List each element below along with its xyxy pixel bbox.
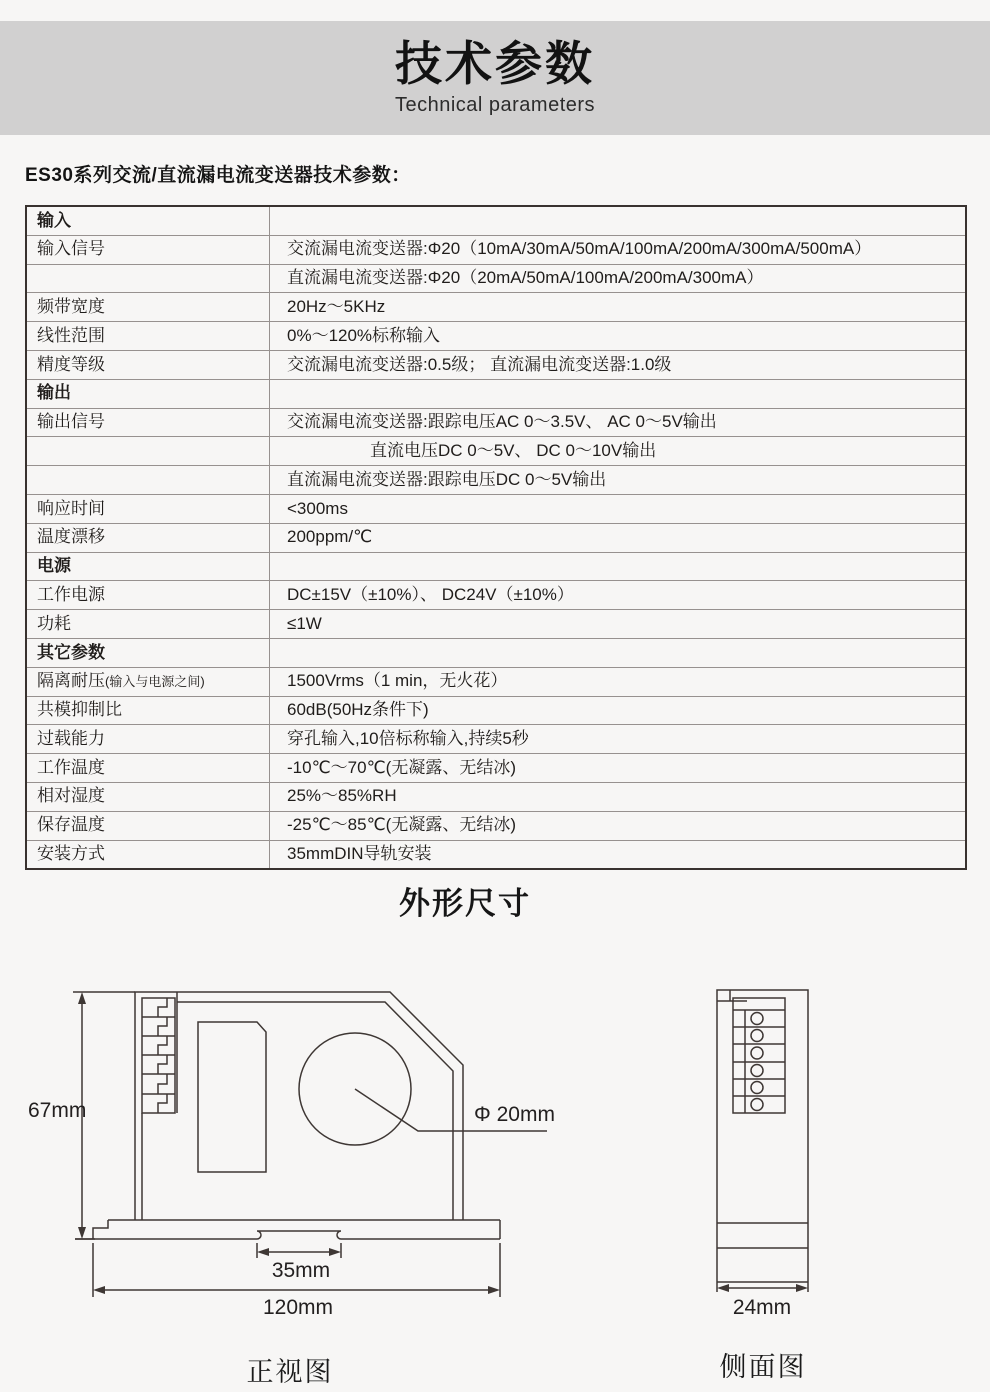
front-view-caption: 正视图 <box>246 1357 334 1387</box>
table-row <box>26 840 966 869</box>
row-label: 工作电源 <box>26 581 270 610</box>
front-label-plate <box>198 1022 266 1172</box>
row-value: <300ms <box>270 494 967 523</box>
front-terminal-block <box>142 998 175 1113</box>
front-rail-dimension <box>257 1243 341 1282</box>
row-label: 功耗 <box>26 610 270 639</box>
front-body-outline <box>135 992 463 1220</box>
row-label: 共模抑制比 <box>26 696 270 725</box>
dimension-drawings <box>0 960 990 1392</box>
row-value: 交流漏电流变送器:Φ20（10mA/30mA/50mA/100mA/200mA/300mA/500mA） <box>270 235 967 264</box>
row-value: DC±15V（±10%）、 DC24V（±10%） <box>270 581 967 610</box>
side-width-dimension <box>717 1284 808 1319</box>
table-row <box>26 408 966 437</box>
row-value: 1500Vrms（1 min，无火花） <box>270 667 967 696</box>
row-value: -25℃～85℃(无凝露、无结冰) <box>270 811 967 840</box>
row-label: 工作温度 <box>26 754 270 783</box>
row-value: 直流电压DC 0～5V、 DC 0～10V输出 <box>270 437 967 466</box>
table-row <box>26 206 966 235</box>
row-label-main: 隔离耐压 <box>37 671 105 691</box>
row-value: -10℃～70℃(无凝露、无结冰) <box>270 754 967 783</box>
table-row <box>26 523 966 552</box>
row-label: 相对湿度 <box>26 782 270 811</box>
row-label: 保存温度 <box>26 811 270 840</box>
table-row <box>26 667 966 696</box>
side-top-notch <box>717 990 747 1001</box>
row-value: 60dB(50Hz条件下) <box>270 696 967 725</box>
table-row <box>26 235 966 264</box>
front-height-label: 67mm <box>28 1099 87 1122</box>
row-value: 35mmDIN导轨安装 <box>270 840 967 869</box>
header-banner <box>0 21 990 135</box>
series-intro-text: ES30系列交流/直流漏电流变送器技术参数： <box>25 165 411 186</box>
row-label: 精度等级 <box>26 350 270 379</box>
table-row <box>26 379 966 408</box>
table-row <box>26 494 966 523</box>
front-hole-label: Φ 20mm <box>474 1103 555 1126</box>
row-label-note: (输入与电源之间) <box>105 674 205 690</box>
row-label: 输入信号 <box>26 235 270 264</box>
dimensions-title: 外形尺寸 <box>399 886 531 921</box>
front-width-label: 120mm <box>262 1296 334 1319</box>
row-value: 200ppm/℃ <box>270 523 967 552</box>
row-value: 0%～120%标称输入 <box>270 322 967 351</box>
table-row <box>26 782 966 811</box>
front-height-dimension <box>28 992 135 1239</box>
table-row <box>26 350 966 379</box>
front-view-drawing <box>28 992 555 1387</box>
side-width-label: 24mm <box>732 1296 792 1319</box>
row-label: 安装方式 <box>26 840 270 869</box>
spec-table <box>25 205 967 870</box>
row-label: 输出信号 <box>26 408 270 437</box>
page-title: 技术参数 <box>395 36 595 90</box>
row-value: 穿孔输入,10倍标称输入,持续5秒 <box>270 725 967 754</box>
row-value: 直流漏电流变送器:Φ20（20mA/50mA/100mA/200mA/300mA） <box>270 264 967 293</box>
table-row <box>26 466 966 495</box>
side-view-caption: 侧面图 <box>719 1352 807 1382</box>
row-value <box>270 552 967 581</box>
row-label <box>26 264 270 293</box>
row-value: 20Hz～5KHz <box>270 293 967 322</box>
row-label: 其它参数 <box>26 638 270 667</box>
row-label: 输出 <box>26 379 270 408</box>
row-label: 响应时间 <box>26 494 270 523</box>
table-row <box>26 437 966 466</box>
row-value <box>270 379 967 408</box>
row-label <box>26 437 270 466</box>
table-row <box>26 264 966 293</box>
row-label <box>26 466 270 495</box>
table-row <box>26 754 966 783</box>
row-value: 交流漏电流变送器:跟踪电压AC 0～3.5V、 AC 0～5V输出 <box>270 408 967 437</box>
front-rail-label: 35mm <box>271 1259 331 1282</box>
table-row <box>26 811 966 840</box>
row-label: 输入 <box>26 206 270 235</box>
side-view-drawing <box>717 990 808 1382</box>
row-label <box>26 667 270 696</box>
row-label: 温度漂移 <box>26 523 270 552</box>
side-rail-band <box>717 1223 808 1248</box>
front-base <box>75 1220 500 1239</box>
row-value: ≤1W <box>270 610 967 639</box>
row-label: 过载能力 <box>26 725 270 754</box>
row-label: 电源 <box>26 552 270 581</box>
row-value: 25%～85%RH <box>270 782 967 811</box>
table-row <box>26 581 966 610</box>
table-row <box>26 610 966 639</box>
row-value <box>270 638 967 667</box>
row-value <box>270 206 967 235</box>
row-label: 频带宽度 <box>26 293 270 322</box>
side-terminal-block <box>733 998 785 1113</box>
table-row <box>26 725 966 754</box>
row-value: 交流漏电流变送器:0.5级； 直流漏电流变送器:1.0级 <box>270 350 967 379</box>
table-row <box>26 552 966 581</box>
table-row <box>26 696 966 725</box>
table-row <box>26 638 966 667</box>
table-row <box>26 322 966 351</box>
page-subtitle: Technical parameters <box>394 94 596 117</box>
table-row <box>26 293 966 322</box>
front-body-inner-outline <box>142 992 453 1220</box>
row-label: 线性范围 <box>26 322 270 351</box>
row-value: 直流漏电流变送器:跟踪电压DC 0～5V输出 <box>270 466 967 495</box>
